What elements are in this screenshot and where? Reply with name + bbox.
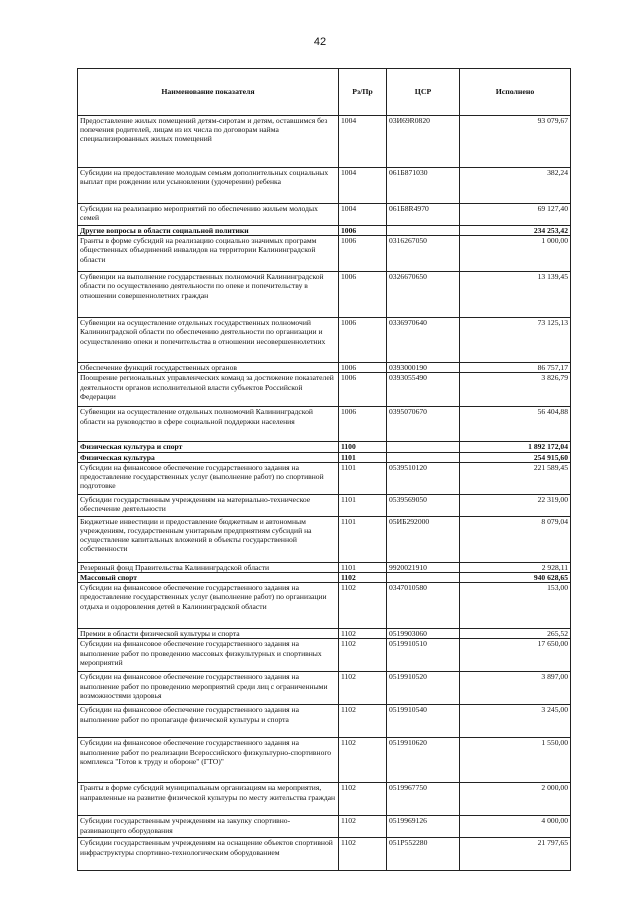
row-value: 4 000,00 xyxy=(460,816,571,838)
row-value: 254 915,60 xyxy=(460,452,571,462)
row-rz: 1101 xyxy=(339,462,387,494)
row-rz: 1102 xyxy=(339,573,387,583)
row-value: 382,24 xyxy=(460,168,571,204)
row-value: 153,00 xyxy=(460,583,571,629)
row-name: Премии в области физической культуры и спорта xyxy=(78,629,339,639)
row-csr: 0539569050 xyxy=(387,494,460,516)
row-name: Субвенции на осуществление отдельных государственных полномочий Калининградской области по обеспечению деятельности по организации и осуществлению опеки и попечительства в отношении несовершеннолетних xyxy=(78,318,339,363)
row-name: Субвенции на осуществление отдельных полномочий Калининградской области на руководство в сфере социальной поддержки населения xyxy=(78,407,339,442)
row-value: 3 245,00 xyxy=(460,705,571,738)
row-value: 3 897,00 xyxy=(460,672,571,705)
table-row xyxy=(78,363,571,373)
row-rz: 1102 xyxy=(339,705,387,738)
row-csr: 0336970640 xyxy=(387,318,460,363)
row-rz: 1102 xyxy=(339,672,387,705)
row-csr: 051P552280 xyxy=(387,838,460,871)
table-row xyxy=(78,236,571,272)
row-value: 56 404,88 xyxy=(460,407,571,442)
row-csr: 0519903060 xyxy=(387,629,460,639)
row-rz: 1101 xyxy=(339,452,387,462)
row-value: 17 650,00 xyxy=(460,639,571,672)
row-name: Физическая культура xyxy=(78,452,339,462)
row-csr: 061Б871030 xyxy=(387,168,460,204)
table-row xyxy=(78,573,571,583)
table-row xyxy=(78,272,571,318)
row-csr xyxy=(387,573,460,583)
row-csr: 0347010580 xyxy=(387,583,460,629)
row-value: 221 589,45 xyxy=(460,462,571,494)
row-name: Субсидии на финансовое обеспечение государственного задания на выполнение работ по проведению мероприятий среди лиц с ограниченными возможностями здоровья xyxy=(78,672,339,705)
row-value: 73 125,13 xyxy=(460,318,571,363)
row-rz: 1102 xyxy=(339,816,387,838)
row-csr: 9920021910 xyxy=(387,562,460,572)
row-csr xyxy=(387,226,460,236)
table-row xyxy=(78,838,571,871)
table-row xyxy=(78,738,571,783)
row-name: Массовый спорт xyxy=(78,573,339,583)
row-value: 234 253,42 xyxy=(460,226,571,236)
page-number: 42 xyxy=(313,36,327,48)
row-rz: 1101 xyxy=(339,562,387,572)
row-csr: 0519910620 xyxy=(387,738,460,783)
row-csr xyxy=(387,452,460,462)
row-csr: 0316267050 xyxy=(387,236,460,272)
table-header-row xyxy=(78,69,571,116)
row-rz: 1006 xyxy=(339,373,387,407)
row-name: Физическая культура и спорт xyxy=(78,442,339,452)
row-value: 1 000,00 xyxy=(460,236,571,272)
row-name: Субсидии на финансовое обеспечение государственного задания на выполнение работ по реализации Всероссийского физкультурно-спортивного комплекса "Готов к труду и обороне" (ГТО)" xyxy=(78,738,339,783)
row-name: Субсидии государственным учреждениям на материально-техническое обеспечение деятельности xyxy=(78,494,339,516)
table-row xyxy=(78,407,571,442)
row-csr: 0519910540 xyxy=(387,705,460,738)
row-rz: 1006 xyxy=(339,272,387,318)
row-csr: 0519969126 xyxy=(387,816,460,838)
table-row xyxy=(78,373,571,407)
row-name: Гранты в форме субсидий на реализацию социально значимых программ общественных объединений инвалидов на территории Калининградской области xyxy=(78,236,339,272)
table-row xyxy=(78,168,571,204)
row-rz: 1006 xyxy=(339,226,387,236)
row-rz: 1006 xyxy=(339,363,387,373)
row-csr: 0395070670 xyxy=(387,407,460,442)
table-row xyxy=(78,672,571,705)
table-row xyxy=(78,705,571,738)
row-rz: 1102 xyxy=(339,639,387,672)
row-rz: 1006 xyxy=(339,407,387,442)
row-value: 1 550,00 xyxy=(460,738,571,783)
row-value: 3 826,79 xyxy=(460,373,571,407)
row-value: 21 797,65 xyxy=(460,838,571,871)
table-row xyxy=(78,452,571,462)
header-name: Наименование показателя xyxy=(78,69,339,116)
table-row xyxy=(78,516,571,562)
row-name: Субвенции на выполнение государственных полномочий Калининградской области по осуществлению деятельности по опеке и попечительству в отношении совершеннолетних граждан xyxy=(78,272,339,318)
row-rz: 1004 xyxy=(339,168,387,204)
row-value: 93 079,67 xyxy=(460,116,571,168)
table-row xyxy=(78,204,571,226)
header-csr: ЦСР xyxy=(387,69,460,116)
row-rz: 1102 xyxy=(339,838,387,871)
row-name: Субсидии государственным учреждениям на закупку спортивно-развивающего оборудования xyxy=(78,816,339,838)
table-row xyxy=(78,494,571,516)
row-rz: 1004 xyxy=(339,116,387,168)
row-value: 265,52 xyxy=(460,629,571,639)
row-csr xyxy=(387,442,460,452)
row-csr: 05ИБ292000 xyxy=(387,516,460,562)
row-name: Другие вопросы в области социальной политики xyxy=(78,226,339,236)
row-name: Субсидии на финансовое обеспечение государственного задания на предоставление государственных услуг (выполнение работ) по организации отдыха и оздоровления детей в Калининградской области xyxy=(78,583,339,629)
row-value: 86 757,17 xyxy=(460,363,571,373)
row-csr: 0519910510 xyxy=(387,639,460,672)
row-rz: 1102 xyxy=(339,783,387,816)
row-csr: 03И69R0820 xyxy=(387,116,460,168)
header-value: Исполнено xyxy=(460,69,571,116)
row-rz: 1101 xyxy=(339,494,387,516)
row-csr: 0393055490 xyxy=(387,373,460,407)
row-name: Субсидии на реализацию мероприятий по обеспечению жильем молодых семей xyxy=(78,204,339,226)
row-csr: 061Б8R4970 xyxy=(387,204,460,226)
row-name: Бюджетные инвестиции и предоставление бюджетным и автономным учреждениям, государственным унитарным предприятиям субсидий на осуществление капитальных вложений в объекты государственной собственности xyxy=(78,516,339,562)
row-value: 22 319,00 xyxy=(460,494,571,516)
table-row xyxy=(78,462,571,494)
row-csr: 0519910520 xyxy=(387,672,460,705)
table-row xyxy=(78,318,571,363)
table-row xyxy=(78,442,571,452)
row-name: Гранты в форме субсидий муниципальным организациям на мероприятия, направленные на развитие физической культуры по месту жительства граждан xyxy=(78,783,339,816)
row-name: Предоставление жилых помещений детям-сиротам и детям, оставшимся без попечения родителей, лицам из их числа по договорам найма специализированных жилых помещений xyxy=(78,116,339,168)
row-name: Субсидии на финансовое обеспечение государственного задания на предоставление государственных услуг (выполнение работ) по спортивной подготовке xyxy=(78,462,339,494)
row-rz: 1006 xyxy=(339,318,387,363)
row-rz: 1004 xyxy=(339,204,387,226)
row-name: Резервный фонд Правительства Калининградской области xyxy=(78,562,339,572)
row-rz: 1102 xyxy=(339,583,387,629)
row-name: Субсидии на финансовое обеспечение государственного задания на выполнение работ по проведению массовых физкультурных и спортивных мероприятий xyxy=(78,639,339,672)
row-value: 69 127,40 xyxy=(460,204,571,226)
budget-table xyxy=(77,68,571,871)
row-value: 13 139,45 xyxy=(460,272,571,318)
table-row xyxy=(78,226,571,236)
row-csr: 0326670650 xyxy=(387,272,460,318)
row-value: 8 079,04 xyxy=(460,516,571,562)
table-row xyxy=(78,783,571,816)
row-rz: 1100 xyxy=(339,442,387,452)
row-csr: 0519967750 xyxy=(387,783,460,816)
table-row xyxy=(78,639,571,672)
header-rz: Рз/Пр xyxy=(339,69,387,116)
table-row xyxy=(78,116,571,168)
table-row xyxy=(78,629,571,639)
table-row xyxy=(78,562,571,572)
row-name: Субсидии на предоставление молодым семьям дополнительных социальных выплат при рождении или усыновлении (удочерении) ребенка xyxy=(78,168,339,204)
row-csr: 0393000190 xyxy=(387,363,460,373)
table-row xyxy=(78,583,571,629)
row-value: 2 000,00 xyxy=(460,783,571,816)
row-name: Поощрение региональных управленческих команд за достижение показателей деятельности органов исполнительной власти субъектов Российской Федерации xyxy=(78,373,339,407)
row-value: 2 928,11 xyxy=(460,562,571,572)
row-rz: 1102 xyxy=(339,629,387,639)
row-name: Субсидии государственным учреждениям на оснащение объектов спортивной инфраструктуры спортивно-технологическим оборудованием xyxy=(78,838,339,871)
row-rz: 1102 xyxy=(339,738,387,783)
row-rz: 1101 xyxy=(339,516,387,562)
table-row xyxy=(78,816,571,838)
row-rz: 1006 xyxy=(339,236,387,272)
row-csr: 0539510120 xyxy=(387,462,460,494)
row-value: 940 628,65 xyxy=(460,573,571,583)
row-value: 1 892 172,04 xyxy=(460,442,571,452)
row-name: Субсидии на финансовое обеспечение государственного задания на выполнение работ по пропаганде физической культуры и спорта xyxy=(78,705,339,738)
row-name: Обеспечение функций государственных органов xyxy=(78,363,339,373)
